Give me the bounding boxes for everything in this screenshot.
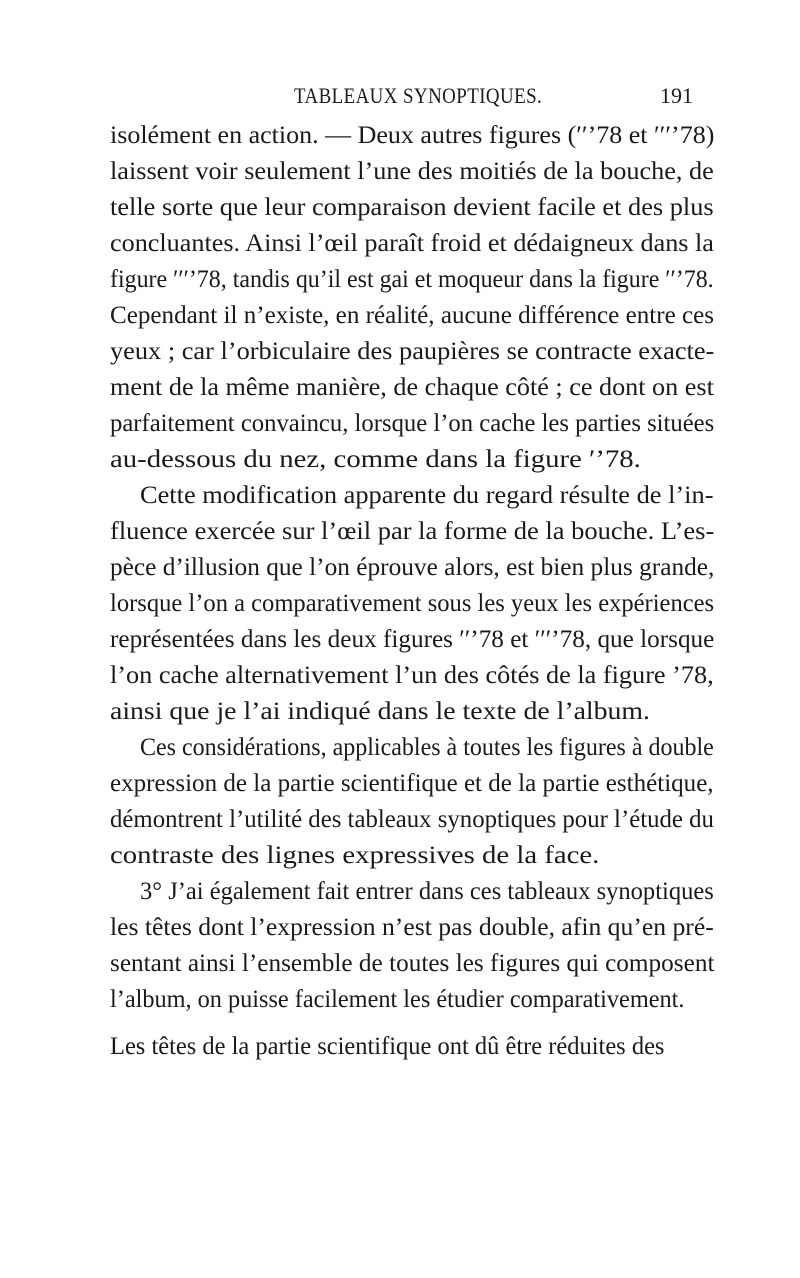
text-line: fluence exercée sur l’œil par la forme de la bouche. L’es- bbox=[110, 518, 715, 545]
text-line: Les têtes de la partie scientifique ont dû être réduites des bbox=[110, 1033, 665, 1060]
text-line: sentant ainsi l’ensemble de toutes les figures qui composent bbox=[110, 950, 715, 977]
text-line: l’on cache alternativement l’un des côtés de la figure ’78, bbox=[110, 662, 714, 689]
text-line: ment de la même manière, de chaque côté ; ce dont on est bbox=[110, 374, 714, 401]
text-line: Cependant il n’existe, en réalité, aucune différence entre ces bbox=[110, 302, 715, 329]
running-title: TABLEAUX SYNOPTIQUES. bbox=[294, 83, 543, 108]
text-line: représentées dans les deux figures ′′’78 et ′′′’78, que lorsque bbox=[110, 626, 715, 653]
page-number: 191 bbox=[660, 83, 693, 108]
running-head bbox=[0, 83, 800, 113]
text-line: parfaitement convaincu, lorsque l’on cache les parties situées bbox=[110, 410, 715, 437]
text-line: contraste des lignes expressives de la face. bbox=[110, 842, 600, 869]
text-line: yeux ; car l’orbiculaire des paupières se contracte exacte- bbox=[110, 338, 715, 365]
text-line: au-dessous du nez, comme dans la figure ′’78. bbox=[110, 446, 641, 473]
text-line: lorsque l’on a comparativement sous les yeux les expériences bbox=[110, 590, 715, 617]
text-line: les têtes dont l’expression n’est pas double, afin qu’en pré- bbox=[110, 914, 714, 941]
text-line: telle sorte que leur comparaison devient facile et des plus bbox=[110, 194, 714, 221]
text-line: pèce d’illusion que l’on éprouve alors, est bien plus grande, bbox=[110, 554, 715, 581]
text-line: démontrent l’utilité des tableaux synoptiques pour l’étude du bbox=[110, 806, 714, 833]
text-line: l’album, on puisse facilement les étudier comparativement. bbox=[110, 986, 685, 1013]
text-line: Cette modification apparente du regard résulte de l’in- bbox=[140, 482, 714, 509]
text-line: concluantes. Ainsi l’œil paraît froid et dédaigneux dans la bbox=[110, 230, 714, 257]
text-line: Ces considérations, applicables à toutes les figures à double bbox=[140, 734, 714, 761]
text-line: figure ′′′’78, tandis qu’il est gai et moqueur dans la figure ′′’78. bbox=[110, 266, 714, 293]
text-line: expression de la partie scientifique et de la partie esthétique, bbox=[110, 770, 714, 797]
text-line: isolément en action. — Deux autres figures (′′’78 et ′′′’78) bbox=[110, 122, 715, 149]
text-line: laissent voir seulement l’une des moitiés de la bouche, de bbox=[110, 158, 714, 185]
text-line: ainsi que je l’ai indiqué dans le texte de l’album. bbox=[110, 698, 650, 725]
text-line: 3° J’ai également fait entrer dans ces tableaux synoptiques bbox=[140, 878, 714, 905]
